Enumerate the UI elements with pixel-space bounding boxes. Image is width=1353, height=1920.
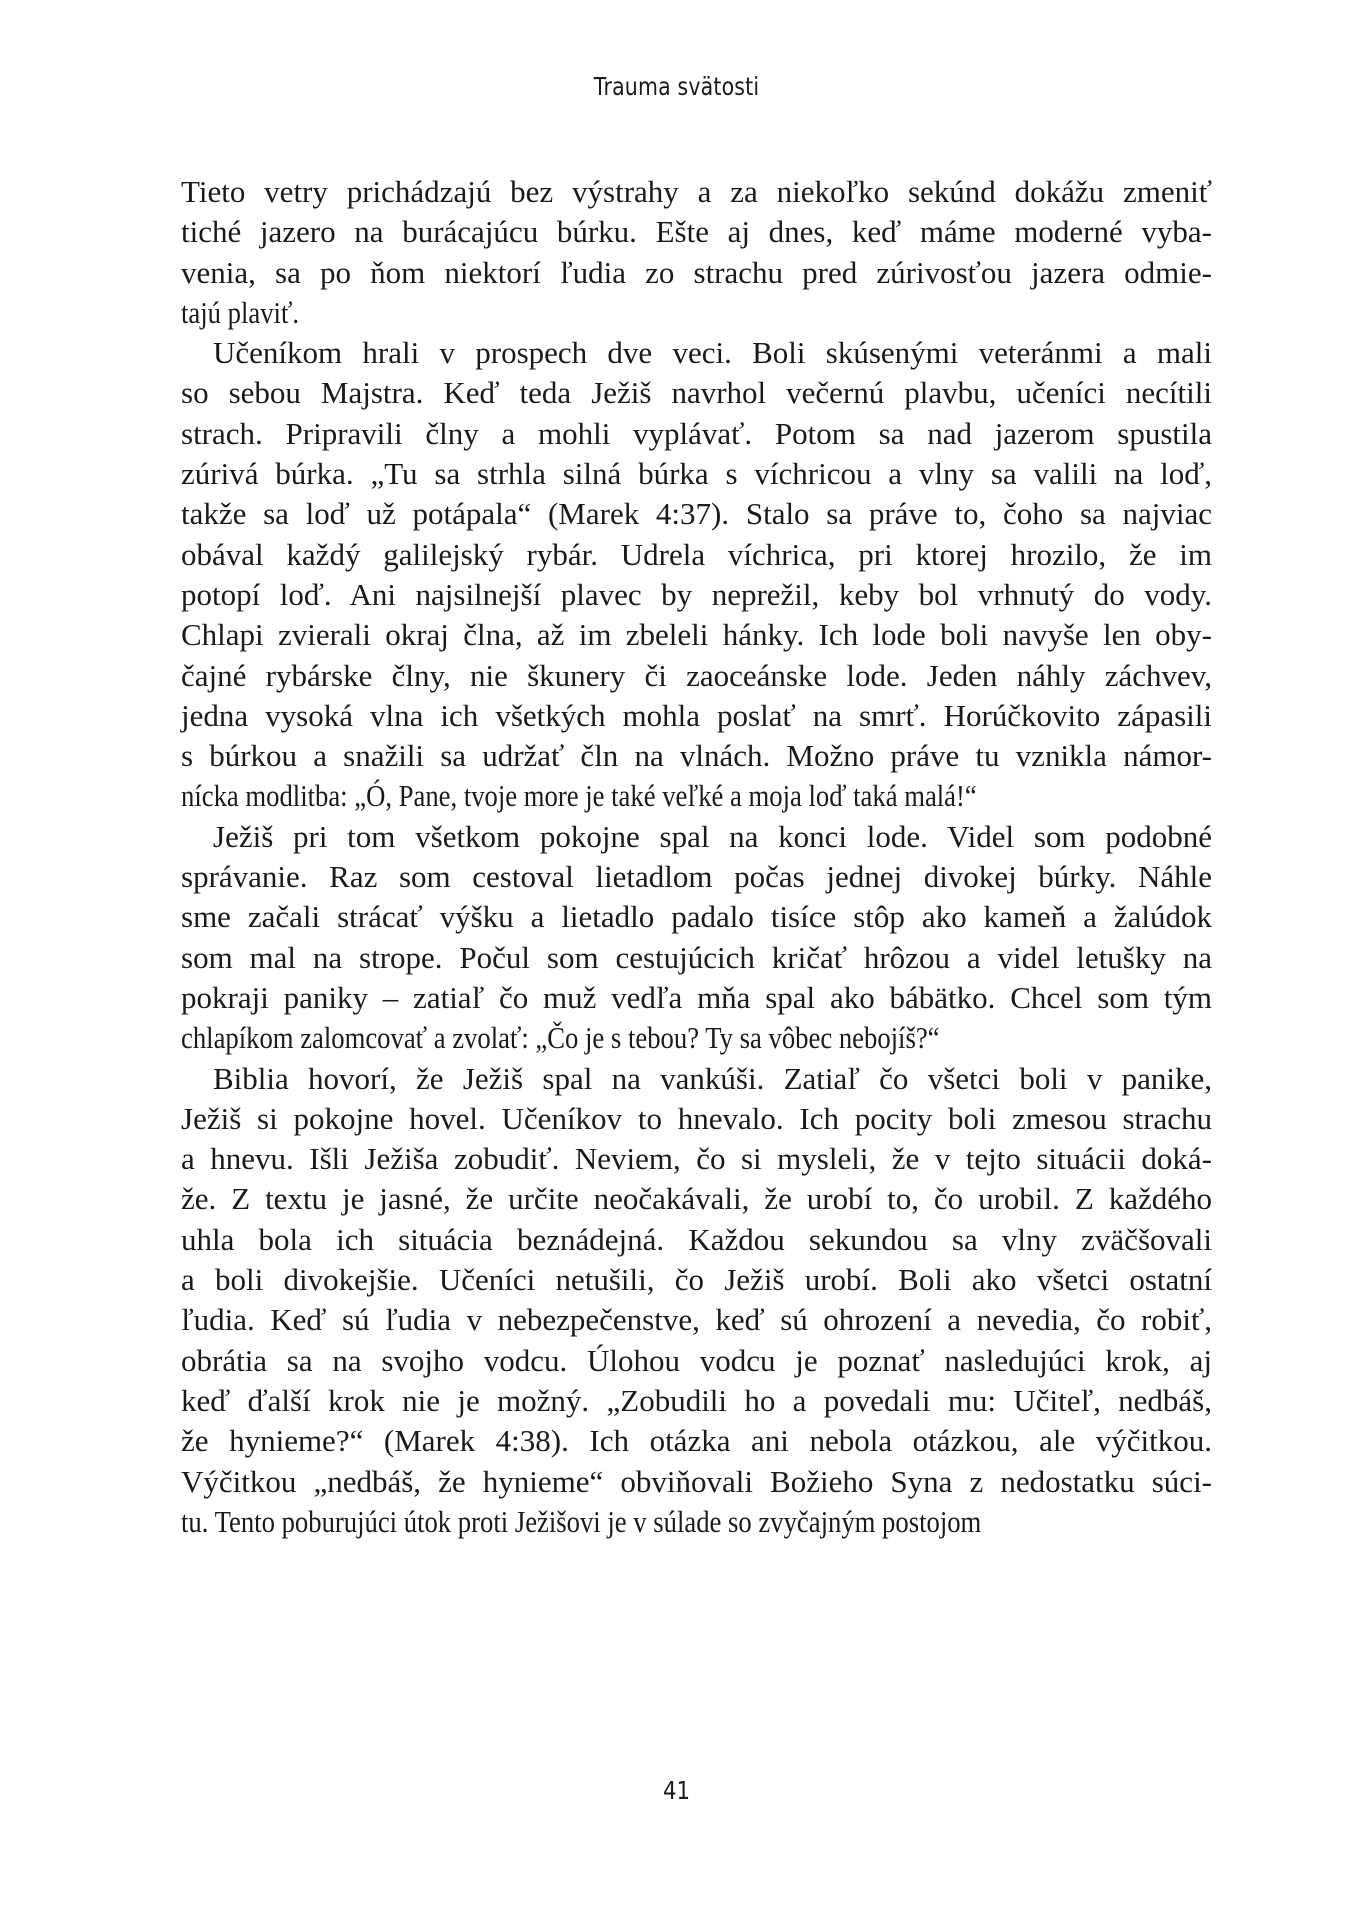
text-line	[181, 1421, 1212, 1461]
text-line-content: a hnevu. Išli Ježiša zobudiť. Neviem, čo si mysleli, že v tejto situácii doká-	[181, 1141, 1212, 1177]
text-line-content: Výčitkou „nedbáš, že hynieme“ obviňovali Božieho Syna z nedostatku súci-	[181, 1463, 1212, 1499]
text-line	[181, 494, 1212, 534]
text-line-content: nícka modlitba: „Ó, Pane, tvoje more je také veľké a moja loď taká malá!“	[181, 778, 977, 814]
text-line	[181, 333, 1212, 373]
text-line	[181, 1341, 1212, 1381]
page-number: 41	[662, 1776, 691, 1805]
text-line-content: Učeníkom hrali v prospech dve veci. Boli skúsenými veteránmi a mali	[213, 335, 1212, 371]
text-line	[181, 172, 1212, 212]
text-line-content: Tieto vetry prichádzajú bez výstrahy a za niekoľko sekúnd dokážu zmeniť	[181, 174, 1212, 209]
text-line	[181, 293, 1212, 333]
text-line	[181, 1462, 1212, 1502]
text-line	[181, 1059, 1212, 1099]
text-line-content: pokraji paniky – zatiaľ čo muž vedľa mňa spal ako bábätko. Chcel som tým	[181, 979, 1212, 1015]
text-line	[181, 817, 1212, 857]
text-line	[181, 1260, 1212, 1300]
text-line	[181, 978, 1212, 1018]
text-line-content: keď ďalší krok nie je možný. „Zobudili ho a povedali mu: Učiteľ, nedbáš,	[181, 1382, 1212, 1418]
text-line	[181, 575, 1212, 615]
text-line	[181, 1502, 1212, 1542]
text-line-content: Ježiš si pokojne hovel. Učeníkov to hnevalo. Ich pocity boli zmesou strachu	[181, 1100, 1212, 1136]
paragraph	[181, 817, 1212, 1059]
text-line-content: so sebou Majstra. Keď teda Ježiš navrhol večernú plavbu, učeníci necítili	[181, 375, 1212, 411]
text-line-content: zúrivá búrka. „Tu sa strhla silná búrka s víchricou a vlny sa valili na loď,	[181, 456, 1212, 492]
text-line	[181, 373, 1212, 413]
text-line-content: chlapíkom zalomcovať a zvolať: „Čo je s tebou? Ty sa vôbec nebojíš?“	[181, 1020, 940, 1056]
text-line	[181, 1139, 1212, 1179]
text-line-content: obával každý galilejský rybár. Udrela víchrica, pri ktorej hrozilo, že im	[181, 536, 1212, 572]
text-line-content: tiché jazero na burácajúcu búrku. Ešte aj dnes, keď máme moderné vyba-	[181, 214, 1212, 250]
text-line-content: Ježiš pri tom všetkom pokojne spal na konci lode. Videl som podobné	[213, 818, 1212, 854]
paragraph	[181, 333, 1212, 817]
text-line-content: jedna vysoká vlna ich všetkých mohla poslať na smrť. Horúčkovito zápasili	[181, 697, 1212, 733]
text-line	[181, 857, 1212, 897]
text-line	[181, 938, 1212, 978]
text-line-content: že hynieme?“ (Marek 4:38). Ich otázka ani nebola otázkou, ale výčitkou.	[181, 1423, 1212, 1459]
text-line-content: venia, sa po ňom niektorí ľudia zo strachu pred zúrivosťou jazera odmie-	[181, 254, 1212, 290]
text-line-content: a boli divokejšie. Učeníci netušili, čo Ježiš urobí. Boli ako všetci ostatní	[181, 1262, 1212, 1298]
text-line	[181, 212, 1212, 252]
text-line	[181, 736, 1212, 776]
text-line-content: takže sa loď už potápala“ (Marek 4:37). Stalo sa práve to, čoho sa najviac	[181, 496, 1212, 532]
text-line-content: správanie. Raz som cestoval lietadlom počas jednej divokej búrky. Náhle	[181, 859, 1212, 895]
text-line	[181, 414, 1212, 454]
running-head: Trauma svätosti	[593, 72, 760, 101]
text-line-content: Chlapi zvierali okraj člna, až im zbeleli hánky. Ich lode boli navyše len oby-	[181, 617, 1212, 653]
text-line	[181, 1220, 1212, 1260]
text-line-content: čajné rybárske člny, nie škunery či zaoceánske lode. Jeden náhly záchvev,	[181, 657, 1212, 693]
text-line-content: tu. Tento poburujúci útok proti Ježišovi je v súlade so zvyčajným postojom	[181, 1503, 982, 1539]
text-line	[181, 656, 1212, 696]
text-line	[181, 696, 1212, 736]
text-line-content: obrátia sa na svojho vodcu. Úlohou vodcu je poznať nasledujúci krok, aj	[181, 1342, 1212, 1378]
text-line	[181, 454, 1212, 494]
text-line	[181, 1099, 1212, 1139]
text-line	[181, 1018, 1212, 1058]
text-line-content: strach. Pripravili člny a mohli vyplávať. Potom sa nad jazerom spustila	[181, 415, 1212, 451]
text-line	[181, 615, 1212, 655]
text-line	[181, 1179, 1212, 1219]
text-line	[181, 776, 1212, 816]
text-line	[181, 1381, 1212, 1421]
text-line-content: sme začali strácať výšku a lietadlo padalo tisíce stôp ako kameň a žalúdok	[181, 899, 1212, 935]
body-text	[181, 172, 1212, 1542]
text-line	[181, 897, 1212, 937]
text-line-content: potopí loď. Ani najsilnejší plavec by neprežil, keby bol vrhnutý do vody.	[181, 576, 1212, 612]
text-line-content: uhla bola ich situácia beznádejná. Každou sekundou sa vlny zväčšovali	[181, 1221, 1212, 1257]
text-line-content: tajú plaviť.	[181, 294, 300, 330]
text-line	[181, 1300, 1212, 1340]
text-line-content: som mal na strope. Počul som cestujúcich kričať hrôzou a videl letušky na	[181, 939, 1212, 975]
text-line-content: že. Z textu je jasné, že určite neočakávali, že urobí to, čo urobil. Z každého	[181, 1181, 1212, 1217]
text-line	[181, 253, 1212, 293]
paragraph	[181, 172, 1212, 333]
text-line	[181, 535, 1212, 575]
text-line-content: s búrkou a snažili sa udržať čln na vlnách. Možno práve tu vznikla námor-	[181, 738, 1212, 774]
text-line-content: Biblia hovorí, že Ježiš spal na vankúši. Zatiaľ čo všetci boli v panike,	[213, 1060, 1212, 1096]
paragraph	[181, 1059, 1212, 1543]
text-line-content: ľudia. Keď sú ľudia v nebezpečenstve, keď sú ohrození a nevedia, čo robiť,	[181, 1302, 1212, 1338]
